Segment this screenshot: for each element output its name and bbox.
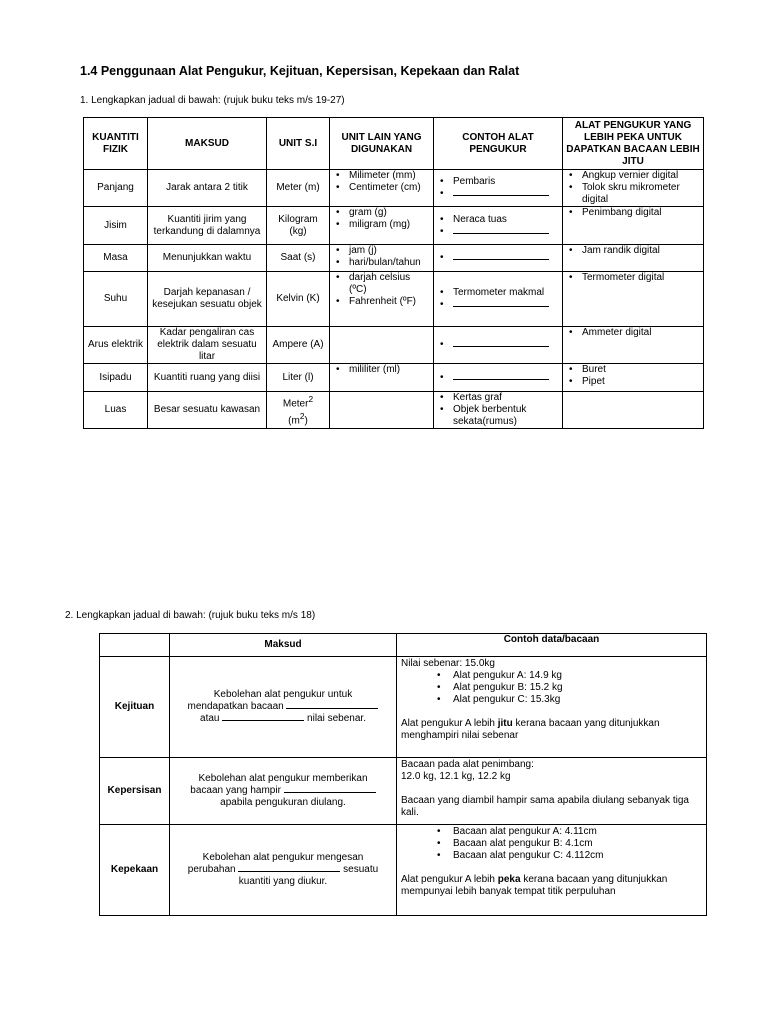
header-si-unit: UNIT S.I xyxy=(267,118,330,170)
table-row xyxy=(84,170,704,207)
accuracy-table xyxy=(99,633,707,916)
table-row xyxy=(84,364,704,392)
example-line: 12.0 kg, 12.1 kg, 12.2 kg xyxy=(401,771,511,782)
other-units-cell xyxy=(330,245,434,272)
si-unit-cell: Meter (m) xyxy=(267,170,330,207)
quantity-cell: Suhu xyxy=(84,272,148,327)
answer-blank[interactable] xyxy=(453,259,549,260)
meaning-cell: Besar sesuatu kawasan xyxy=(148,392,267,429)
example-kepekaan xyxy=(397,825,707,916)
answer-blank[interactable] xyxy=(453,306,549,307)
other-units-cell xyxy=(330,392,434,429)
other-units-list xyxy=(333,272,430,308)
answer-blank[interactable] xyxy=(238,871,340,872)
example-kepersisan xyxy=(397,758,707,825)
list-item: • miligram (mg) xyxy=(333,219,430,231)
instrument-cell xyxy=(434,392,563,429)
other-units-cell xyxy=(330,327,434,364)
meaning-line: Kebolehan alat pengukur memberikan xyxy=(198,773,368,784)
meaning-line xyxy=(173,785,393,797)
answer-blank-item xyxy=(437,372,559,384)
table-row xyxy=(84,272,704,327)
meaning-cell: Menunjukkan waktu xyxy=(148,245,267,272)
header-instrument: CONTOH ALAT PENGUKUR xyxy=(434,118,563,170)
meaning-cell: Kuantiti ruang yang diisi xyxy=(148,364,267,392)
meaning-kepersisan xyxy=(170,758,397,825)
si-unit-text: Meter xyxy=(282,398,309,409)
meaning-line xyxy=(173,864,393,876)
instrument-list xyxy=(437,176,559,200)
list-item: • Termometer makmal xyxy=(437,287,559,299)
header-contoh: Contoh data/bacaan xyxy=(397,634,707,657)
si-unit-exponent: 2 xyxy=(308,393,314,404)
si-unit-cell: Kelvin (K) xyxy=(267,272,330,327)
instrument-list xyxy=(437,252,559,264)
instrument-list xyxy=(437,392,559,428)
instrument-list xyxy=(437,287,559,311)
answer-blank-item xyxy=(437,226,559,238)
meaning-cell: Darjah kepanasan / kesejukan sesuatu objek xyxy=(148,272,267,327)
answer-blank[interactable] xyxy=(222,720,304,721)
quantity-cell: Jisim xyxy=(84,207,148,245)
sensitive-instrument-list xyxy=(566,207,700,219)
conclusion-text: Alat pengukur A lebih xyxy=(401,874,498,885)
answer-blank-item xyxy=(437,252,559,264)
header-meaning: MAKSUD xyxy=(148,118,267,170)
si-unit-cell: Kilogram (kg) xyxy=(267,207,330,245)
answer-blank-item xyxy=(437,299,559,311)
sensitive-instrument-cell xyxy=(563,392,704,429)
list-item: • gram (g) xyxy=(333,207,430,219)
instrument-cell xyxy=(434,207,563,245)
example-list xyxy=(401,826,702,862)
meaning-text: sesuatu xyxy=(343,864,379,875)
question-1-instruction: 1. Lengkapkan jadual di bawah: (rujuk buku teks m/s 19-27) xyxy=(80,95,345,106)
answer-blank[interactable] xyxy=(284,792,376,793)
meaning-cell: Kadar pengaliran cas elektrik dalam sesuatu litar xyxy=(148,327,267,364)
list-item: • Kertas graf xyxy=(437,392,559,404)
table-row xyxy=(84,245,704,272)
si-unit-text: (m xyxy=(288,415,300,427)
measurement-table xyxy=(83,117,704,429)
meaning-cell: Kuantiti jirim yang terkandung di dalamnya xyxy=(148,207,267,245)
table-header-row xyxy=(100,634,707,657)
table-row xyxy=(100,758,707,825)
meaning-text: mendapatkan bacaan xyxy=(187,701,284,712)
list-item: • Objek berbentuk sekata(rumus) xyxy=(437,404,559,428)
quantity-cell: Isipadu xyxy=(84,364,148,392)
conclusion-keyword: jitu xyxy=(497,718,513,729)
sensitive-instrument-cell xyxy=(563,327,704,364)
answer-blank-item xyxy=(437,188,559,200)
meaning-line: kuantiti yang diukur. xyxy=(238,876,328,887)
conclusion-keyword: peka xyxy=(497,874,521,885)
other-units-cell xyxy=(330,207,434,245)
answer-blank-item xyxy=(437,339,559,351)
page-title: 1.4 Penggunaan Alat Pengukur, Kejituan, Kepersisan, Kepekaan dan Ralat xyxy=(80,64,520,78)
table-row xyxy=(84,392,704,429)
list-item: • Bacaan alat pengukur B: 4.1cm xyxy=(401,838,702,850)
sensitive-instrument-cell xyxy=(563,272,704,327)
table-row xyxy=(100,657,707,758)
list-item: • Fahrenheit (ºF) xyxy=(333,296,430,308)
header-maksud: Maksud xyxy=(170,634,397,657)
quantity-cell: Arus elektrik xyxy=(84,327,148,364)
conclusion-text: kerana bacaan yang ditunjukkan mempunyai lebih banyak tempat titik perpuluhan xyxy=(401,874,668,897)
si-unit-exponent: 2 xyxy=(299,411,305,421)
list-item: • Centimeter (cm) xyxy=(333,182,430,194)
sensitive-instrument-cell xyxy=(563,245,704,272)
instrument-cell xyxy=(434,272,563,327)
example-kejituan xyxy=(397,657,707,758)
instrument-cell xyxy=(434,364,563,392)
instrument-cell xyxy=(434,170,563,207)
meaning-text: nilai sebenar. xyxy=(307,713,366,724)
meaning-line: Kebolehan alat pengukur mengesan xyxy=(202,852,364,863)
example-conclusion xyxy=(401,874,702,898)
instrument-list xyxy=(437,339,559,351)
meaning-cell: Jarak antara 2 titik xyxy=(148,170,267,207)
sensitive-instrument-list xyxy=(566,272,700,284)
answer-blank[interactable] xyxy=(286,708,378,709)
answer-blank[interactable] xyxy=(453,233,549,234)
term-kejituan: Kejituan xyxy=(100,657,170,758)
meaning-kepekaan xyxy=(170,825,397,916)
list-item: • Alat pengukur A: 14.9 kg xyxy=(401,670,702,682)
meaning-line: apabila pengukuran diulang. xyxy=(220,797,346,808)
term-kepersisan: Kepersisan xyxy=(100,758,170,825)
term-kepekaan: Kepekaan xyxy=(100,825,170,916)
list-item: • Jam randik digital xyxy=(566,245,700,257)
header-sensitive-instrument: ALAT PENGUKUR YANG LEBIH PEKA UNTUK DAPATKAN BACAAN LEBIH JITU xyxy=(563,118,704,170)
si-unit-line xyxy=(270,393,326,410)
list-item: • Tolok skru mikrometer digital xyxy=(566,182,700,206)
table-header-row xyxy=(84,118,704,170)
list-item: • Angkup vernier digital xyxy=(566,170,700,182)
sensitive-instrument-list xyxy=(566,364,700,388)
instrument-cell xyxy=(434,327,563,364)
meaning-line xyxy=(173,713,393,725)
si-unit-cell xyxy=(267,392,330,429)
answer-blank[interactable] xyxy=(453,195,549,196)
list-item: • Ammeter digital xyxy=(566,327,700,339)
list-item: • Alat pengukur B: 15.2 kg xyxy=(401,682,702,694)
header-quantity: KUANTITI FIZIK xyxy=(84,118,148,170)
list-item: • Pipet xyxy=(566,376,700,388)
sensitive-instrument-cell xyxy=(563,207,704,245)
instrument-cell xyxy=(434,245,563,272)
quantity-cell: Masa xyxy=(84,245,148,272)
example-list xyxy=(401,670,702,706)
other-units-cell xyxy=(330,272,434,327)
list-item: • Bacaan alat pengukur C: 4.112cm xyxy=(401,850,702,862)
list-item: • Bacaan alat pengukur A: 4.11cm xyxy=(401,826,702,838)
header-other-units: UNIT LAIN YANG DIGUNAKAN xyxy=(330,118,434,170)
table-row xyxy=(84,207,704,245)
list-item: • Penimbang digital xyxy=(566,207,700,219)
instrument-list xyxy=(437,214,559,238)
sensitive-instrument-list xyxy=(566,327,700,339)
table-row xyxy=(100,825,707,916)
example-line: Nilai sebenar: 15.0kg xyxy=(401,658,495,669)
meaning-text: atau xyxy=(200,713,220,724)
sensitive-instrument-cell xyxy=(563,170,704,207)
list-item: • jam (j) xyxy=(333,245,430,257)
list-item: • mililiter (ml) xyxy=(333,364,430,376)
quantity-cell: Panjang xyxy=(84,170,148,207)
answer-blank[interactable] xyxy=(453,379,549,380)
conclusion-text: Alat pengukur A lebih xyxy=(401,718,498,729)
meaning-line xyxy=(173,701,393,713)
meaning-kejituan xyxy=(170,657,397,758)
list-item: • Pembaris xyxy=(437,176,559,188)
sensitive-instrument-cell xyxy=(563,364,704,392)
other-units-list xyxy=(333,207,430,231)
list-item: • hari/bulan/tahun xyxy=(333,257,430,269)
sensitive-instrument-list xyxy=(566,170,700,206)
question-2-instruction: 2. Lengkapkan jadual di bawah: (rujuk buku teks m/s 18) xyxy=(65,610,316,621)
other-units-list xyxy=(333,245,430,269)
list-item: • darjah celsius (ºC) xyxy=(333,272,430,296)
answer-blank[interactable] xyxy=(453,346,549,347)
si-unit-line xyxy=(270,410,326,427)
example-conclusion xyxy=(401,718,702,742)
quantity-cell: Luas xyxy=(84,392,148,429)
meaning-text: perubahan xyxy=(187,864,236,875)
other-units-cell xyxy=(330,170,434,207)
header-blank xyxy=(100,634,170,657)
sensitive-instrument-list xyxy=(566,245,700,257)
si-unit-cell: Ampere (A) xyxy=(267,327,330,364)
meaning-text: bacaan yang hampir xyxy=(190,785,281,796)
example-conclusion: Bacaan yang diambil hampir sama apabila diulang sebanyak tiga kali. xyxy=(401,795,689,818)
list-item: • Alat pengukur C: 15.3kg xyxy=(401,694,702,706)
other-units-list xyxy=(333,170,430,194)
table-row xyxy=(84,327,704,364)
instrument-list xyxy=(437,372,559,384)
list-item: • Milimeter (mm) xyxy=(333,170,430,182)
si-unit-cell: Saat (s) xyxy=(267,245,330,272)
conclusion-text: kerana bacaan yang ditunjukkan menghampiri nilai sebenar xyxy=(401,718,660,741)
list-item: • Termometer digital xyxy=(566,272,700,284)
other-units-list xyxy=(333,364,430,376)
list-item: • Buret xyxy=(566,364,700,376)
si-unit-cell: Liter (l) xyxy=(267,364,330,392)
other-units-cell xyxy=(330,364,434,392)
example-line: Bacaan pada alat penimbang: xyxy=(401,759,534,770)
si-unit-text: ) xyxy=(304,415,308,427)
list-item: • Neraca tuas xyxy=(437,214,559,226)
meaning-line: Kebolehan alat pengukur untuk xyxy=(213,689,353,700)
